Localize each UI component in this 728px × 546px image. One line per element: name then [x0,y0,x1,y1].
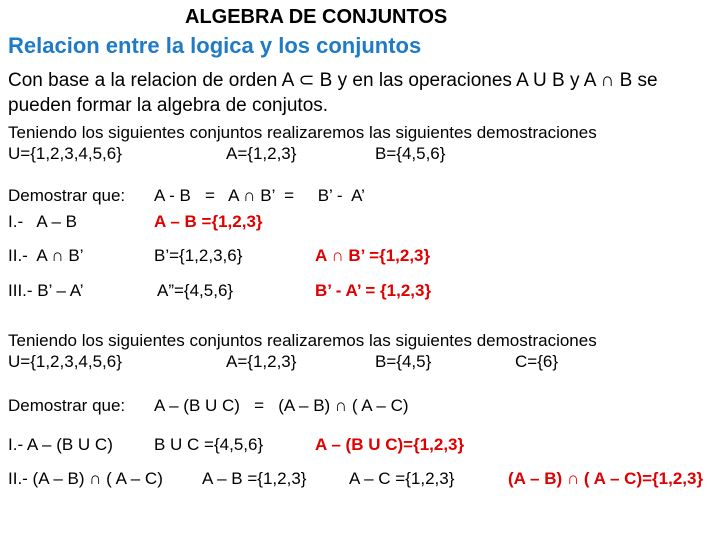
section-2-row-1-step: B U C ={4,5,6} [154,435,264,454]
section-2-row-2-step-1: A – B ={1,2,3} [202,469,307,488]
section-2-set-b: B={4,5} [375,352,432,371]
section-2-heading: Teniendo los siguientes conjuntos realizaremos las siguientes demostraciones [8,331,597,350]
section-2-set-c: C={6} [515,352,559,371]
section-1-set-b: B={4,5,6} [375,144,446,163]
section-1-heading: Teniendo los siguientes conjuntos realizaremos las siguientes demostraciones [8,123,597,142]
intro-line-1: Con base a la relacion de orden A ⊂ B y en las operaciones A U B y A ∩ B se [8,70,658,91]
section-1-row-2-label: II.- A ∩ B’ [8,246,84,265]
section-2-row-2-step-2: A – C ={1,2,3} [349,469,455,488]
section-2-row-1-label: I.- A – (B U C) [8,435,113,454]
section-1-row-3-label: III.- B’ – A’ [8,281,84,300]
section-2-row-1-result: A – (B U C)={1,2,3} [315,435,465,454]
section-2-set-u: U={1,2,3,4,5,6} [8,352,122,371]
section-1-row-1-label: I.- A – B [8,212,77,231]
page-title: ALGEBRA DE CONJUNTOS [185,6,448,28]
intro-line-2: pueden formar la algebra de conjutos. [8,95,329,116]
section-2-prove-expression: A – (B U C) = (A – B) ∩ ( A – C) [154,396,409,415]
section-2-row-2-label: II.- (A – B) ∩ ( A – C) [8,469,163,488]
section-1-row-1-result: A – B ={1,2,3} [154,212,263,231]
section-1-row-3-step: A”={4,5,6} [157,281,234,300]
section-1-set-u: U={1,2,3,4,5,6} [8,144,122,163]
section-1-set-a: A={1,2,3} [226,144,297,163]
section-2-set-a: A={1,2,3} [226,352,297,371]
section-1-row-3-result: B’ - A’ = {1,2,3} [315,281,432,300]
section-1-row-2-step: B’={1,2,3,6} [154,246,243,265]
section-1-row-2-result: A ∩ B’ ={1,2,3} [315,246,431,265]
section-2-row-2-result: (A – B) ∩ ( A – C)={1,2,3} [508,469,704,488]
section-1-prove-expression: A - B = A ∩ B’ = B’ - A’ [154,186,365,205]
section-1-prove-label: Demostrar que: [8,186,126,205]
section-2-prove-label: Demostrar que: [8,396,126,415]
page-subtitle: Relacion entre la logica y los conjuntos [8,33,422,58]
